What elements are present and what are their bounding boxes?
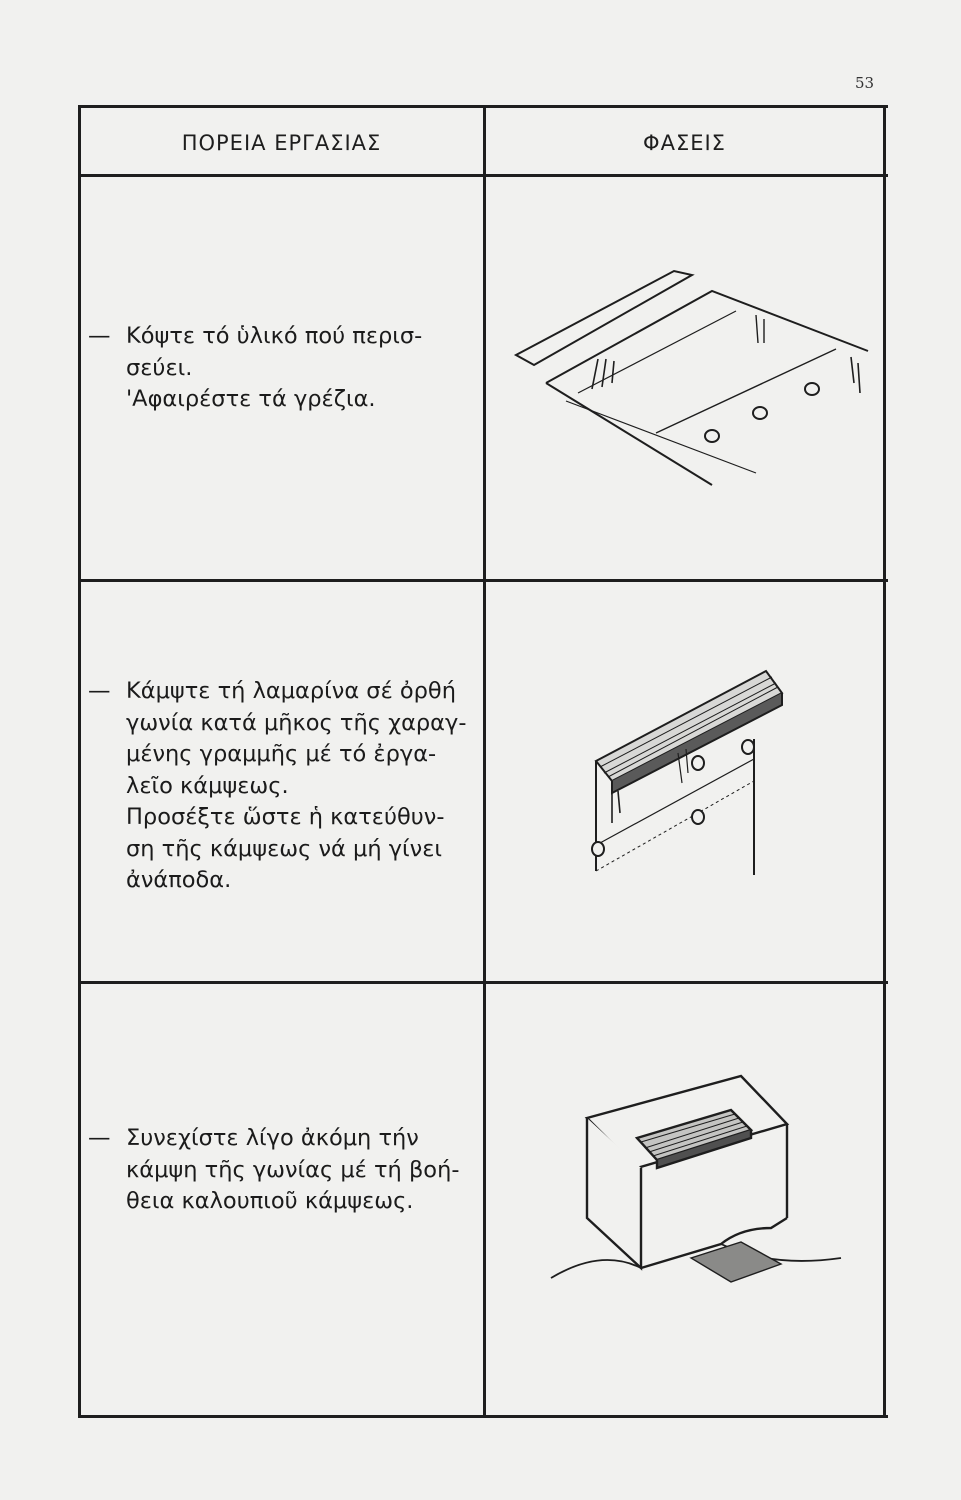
hole-b [742, 740, 754, 754]
bent-sheet-drawing [586, 663, 826, 883]
header-procedure: ΠΟΡΕΙΑ ΕΡΓΑΣΙΑΣ [181, 131, 382, 155]
step-2-dash: — [88, 678, 111, 704]
illustration-bending-mold [541, 1068, 851, 1308]
table-center-divider [483, 105, 486, 1418]
step-3-dash: — [88, 1125, 111, 1151]
procedure-table [76, 103, 888, 1420]
step-3-text: Συνεχίστε λίγο ἀκόμη τήν κάμψη τῆς γωνίας μέ τή βοή- θεια καλουπιοῦ κάμψεως. [126, 1125, 460, 1214]
hole-3 [805, 383, 819, 395]
step-3-instruction [88, 1123, 480, 1218]
step-2-text: Κάμψτε τή λαμαρίνα σέ ὀρθή γωνία κατά μῆκος τῆς χαραγ- μένης γραμμῆς μέ τό ἐργα- λεῖο κάμψεως. Προσέξτε ὥστε ἡ κατεύθυν- ση τῆς κάμψεως νά μή γίνει ἀνάποδα. [126, 678, 467, 893]
hole-2 [753, 407, 767, 419]
bending-mold-drawing [541, 1068, 851, 1308]
hole-c [592, 842, 604, 856]
illustration-bent-sheet [586, 663, 826, 883]
hole-a [692, 756, 704, 770]
illustration-cut-sheet [506, 263, 886, 493]
step-1-instruction [88, 321, 480, 416]
page-number: 53 [855, 74, 875, 92]
table-left-border [78, 105, 81, 1418]
step-2-instruction [88, 676, 480, 897]
step-1-text: Κόψτε τό ὑλικό πού περισ- σεύει. 'Αφαιρέστε τά γρέζια. [126, 323, 423, 412]
step-1-dash: — [88, 323, 111, 349]
hole-d [692, 810, 704, 824]
cut-sheet-drawing [506, 263, 886, 493]
header-phases: ΦΑΣΕΙΣ [643, 131, 726, 155]
hole-1 [705, 430, 719, 442]
